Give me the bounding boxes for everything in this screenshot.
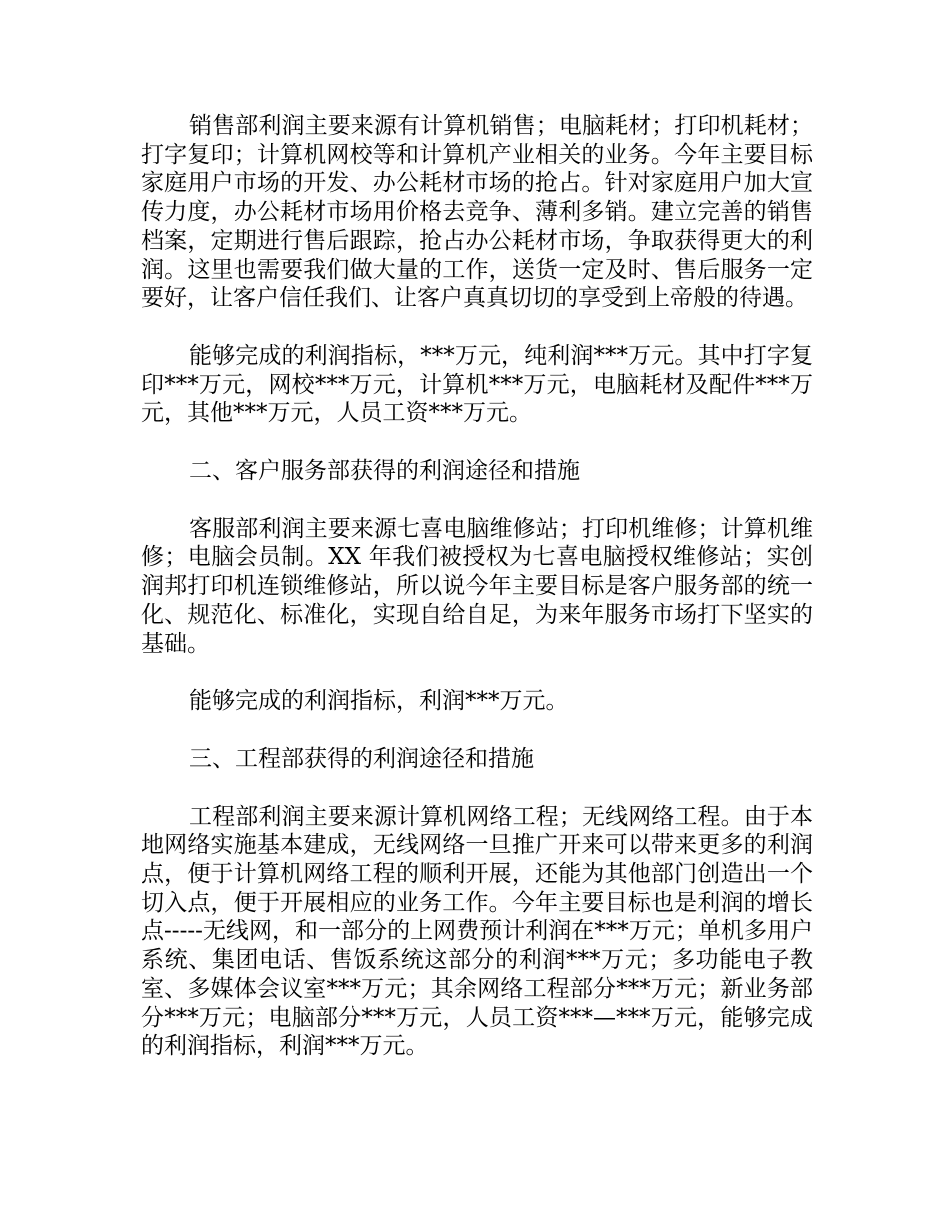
section-heading-customer-service: 二、客户服务部获得的利润途径和措施 [189, 458, 580, 485]
sales-department-paragraph: 销售部利润主要来源有计算机销售；电脑耗材；打印机耗材；打字复印；计算机网校等和计算机产业相关的业务。今年主要目标家庭用户市场的开发、办公耗材市场的抢占。针对家庭用户加大宣传力度，办公耗材市场用价格去竞争、薄利多销。建立完善的销售档案，定期进行售后跟踪，抢占办公耗材市场，争取获得更大的利润。这里也需要我们做大量的工作，送货一定及时、售后服务一定要好，让客户信任我们、让客户真真切切的享受到上帝般的待遇。 [141, 113, 813, 312]
sales-profit-target-paragraph: 能够完成的利润指标，***万元，纯利润***万元。其中打字复印***万元，网校***万元，计算机***万元，电脑耗材及配件***万元，其他***万元，人员工资***万元。 [141, 342, 813, 427]
section-heading-engineering: 三、工程部获得的利润途径和措施 [189, 745, 534, 772]
customer-service-profit-target-paragraph: 能够完成的利润指标，利润***万元。 [189, 688, 569, 715]
document-body [141, 112, 813, 1090]
engineering-paragraph: 工程部利润主要来源计算机网络工程；无线网络工程。由于本地网络实施基本建成，无线网络一旦推广开来可以带来更多的利润点，便于计算机网络工程的顺利开展，还能为其他部门创造出一个切入点，便于开展相应的业务工作。今年主要目标也是利润的增长点-----无线网，和一部分的上网费预计利润在***万元；单机多用户系统、集团电话、售饭系统这部分的利润***万元；多功能电子教室、多媒体会议室***万元；其余网络工程部分***万元；新业务部分***万元；电脑部分***万元，人员工资***—***万元，能够完成的利润指标，利润***万元。 [141, 803, 813, 1060]
customer-service-paragraph: 客服部利润主要来源七喜电脑维修站；打印机维修；计算机维修；电脑会员制。XX 年我们被授权为七喜电脑授权维修站；实创润邦打印机连锁维修站，所以说今年主要目标是客户服务部的统一化、规范化、标准化，实现自给自足，为来年服务市场打下坚实的基础。 [141, 515, 813, 657]
